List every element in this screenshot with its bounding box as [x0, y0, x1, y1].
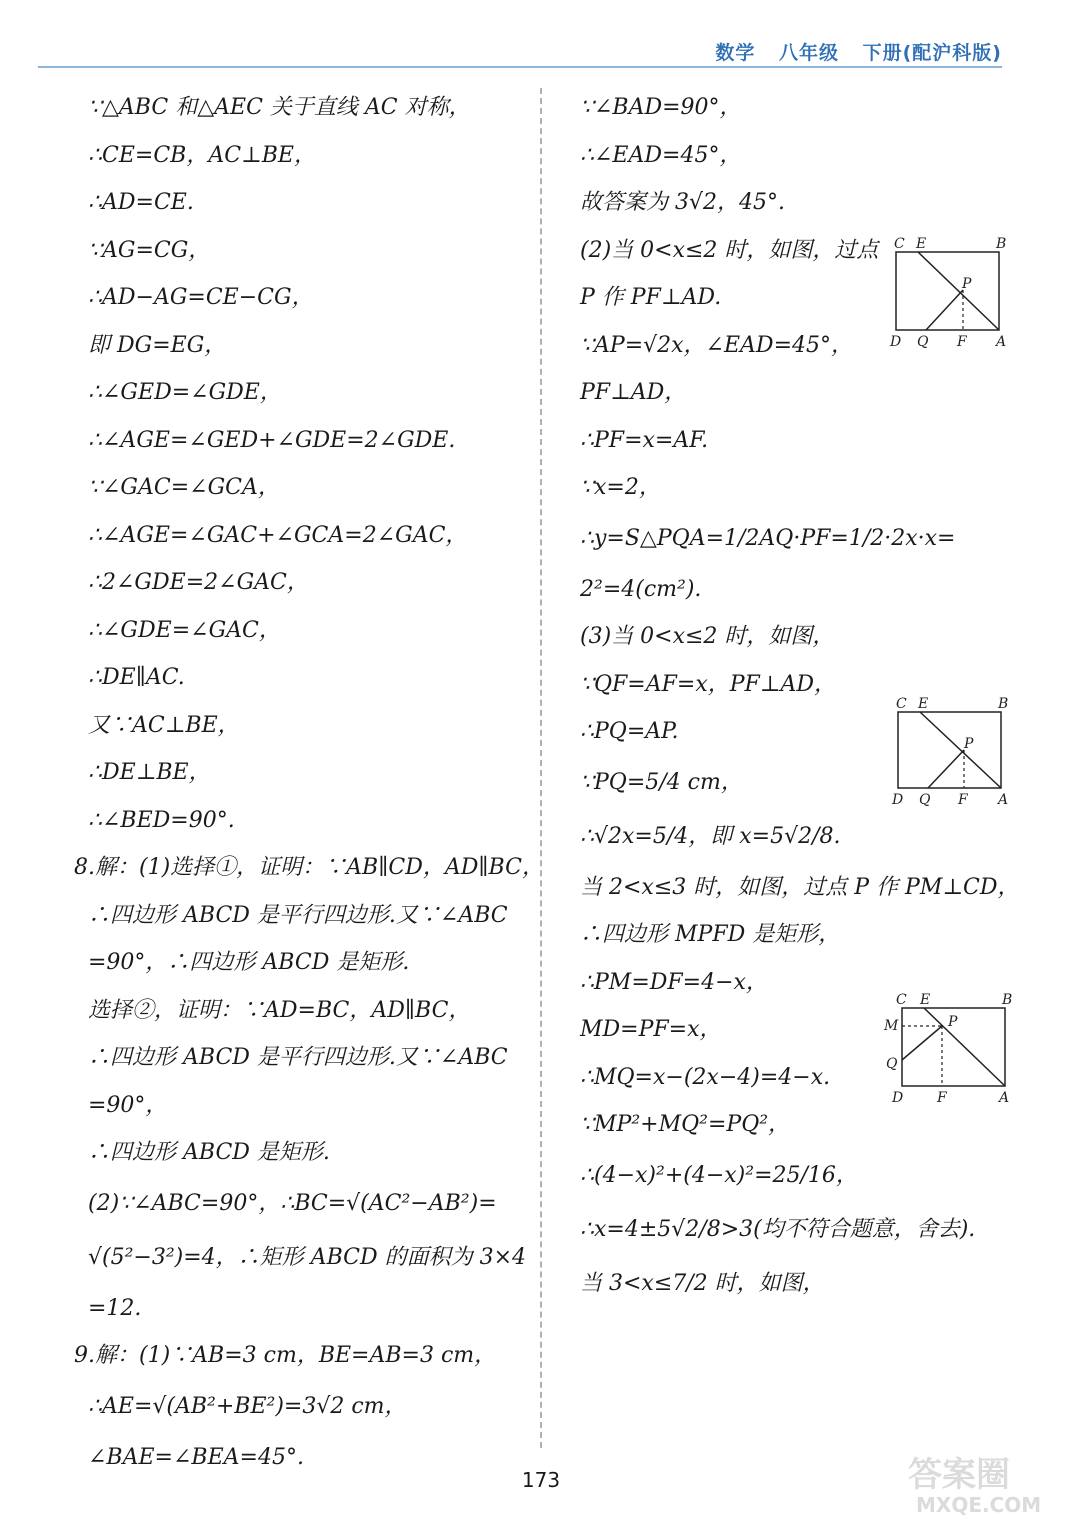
figure-1-label-A: A — [996, 334, 1007, 350]
text-line: ∴DE⊥BE， — [88, 760, 211, 785]
text-line: ∴∠AGE=∠GAC+∠GCA=2∠GAC， — [88, 522, 468, 548]
text-line: 即 DG=EG， — [88, 332, 227, 358]
text-line: 当 3<x≤7/2 时，如图， — [580, 1270, 825, 1296]
figure-2-label-B: B — [998, 696, 1009, 712]
text-line: ∴四边形 ABCD 是矩形. — [88, 1140, 330, 1165]
figure-1-label-E: E — [916, 236, 927, 252]
text-line: ∴PM=DF=4−x， — [580, 969, 768, 995]
figure-3-label-E: E — [920, 992, 931, 1008]
figure-3-label-P: P — [948, 1014, 958, 1030]
figure-2-label-Q: Q — [919, 792, 931, 808]
figure-1-label-D: D — [890, 334, 902, 350]
header-subject: 数学 — [715, 42, 756, 64]
page-number: 173 — [521, 1468, 561, 1492]
figure-2-label-E: E — [918, 696, 929, 712]
text-line: ∴AD=CE. — [88, 190, 194, 215]
text-line: =90°， — [88, 1092, 168, 1118]
header-grade: 八年级 — [778, 42, 839, 64]
text-line: ∵AG=CG， — [88, 237, 211, 263]
text-line: ∵△ABC 和△AEC 关于直线 AC 对称， — [88, 95, 471, 120]
text-line: ∵∠BAD=90°， — [580, 95, 742, 120]
text-line: ∴∠GED=∠GDE， — [88, 380, 282, 405]
figure-2-label-P: P — [964, 736, 974, 752]
text-line: MD=PF=x， — [580, 1017, 722, 1042]
figure-3-label-M: M — [884, 1018, 899, 1034]
text-line: ∴y=S△PQA=1/2AQ·PF=1/2·2x·x= — [580, 525, 956, 551]
text-line: P 作 PF⊥AD. — [580, 285, 722, 310]
text-line: ∴四边形 ABCD 是平行四边形.又∵∠ABC — [88, 902, 508, 928]
text-line: ∴四边形 ABCD 是平行四边形.又∵∠ABC — [88, 1045, 508, 1070]
figure-2 — [888, 694, 1014, 814]
text-line: 当 2<x≤3 时，如图，过点 P 作 PM⊥CD， — [580, 874, 1020, 900]
text-line: ∴√2x=5/4，即 x=5√2/8. — [580, 823, 841, 849]
text-line: ∠BAE=∠BEA=45°. — [88, 1444, 304, 1470]
text-line: ∴∠AGE=∠GED+∠GDE=2∠GDE. — [88, 427, 456, 453]
figure-2-label-A: A — [998, 792, 1009, 808]
text-line: ∴∠BED=90°. — [88, 807, 235, 833]
text-line: 故答案为 3√2，45°. — [580, 190, 785, 215]
text-line: ∵∠GAC=∠GCA， — [88, 475, 280, 500]
text-line: ∴PQ=AP. — [580, 719, 679, 744]
watermark-top: 答案圈 — [908, 1455, 1010, 1495]
text-line: ∴(4−x)²+(4−x)²=25/16， — [580, 1162, 858, 1188]
watermark-bottom: MXQE.COM — [916, 1493, 1042, 1517]
figure-2-label-F: F — [958, 792, 968, 808]
text-line: ∴MQ=x−(2x−4)=4−x. — [580, 1064, 831, 1090]
problem-8-start: 8.解：(1)选择①，证明：∵AB∥CD，AD∥BC， — [74, 855, 544, 880]
text-line: 2²=4(cm²). — [580, 576, 702, 602]
figure-3-label-C: C — [896, 992, 907, 1008]
header-rule — [38, 66, 1002, 68]
text-line: =12. — [88, 1295, 142, 1321]
figure-1 — [888, 234, 1014, 354]
header-volume: 下册(配沪科版) — [862, 42, 1002, 64]
text-line: √(5²−3²)=4，∴矩形 ABCD 的面积为 3×4 — [88, 1244, 527, 1270]
text-line: ∵MP²+MQ²=PQ²， — [580, 1112, 791, 1137]
column-divider — [540, 88, 542, 1448]
figure-1-label-P: P — [962, 276, 972, 292]
text-line: ∴∠EAD=45°， — [580, 142, 742, 168]
text-line: ∵PQ=5/4 cm， — [580, 769, 743, 795]
figure-1-label-F: F — [957, 334, 967, 350]
figure-1-label-B: B — [996, 236, 1007, 252]
left-column — [74, 84, 544, 1481]
text-line: (3)当 0<x≤2 时，如图， — [580, 624, 835, 649]
text-line: (2)当 0<x≤2 时，如图，过点 — [580, 237, 879, 263]
text-line: ∴x=4±5√2/8>3(均不符合题意，舍去). — [580, 1216, 976, 1242]
text-line: ∴四边形 MPFD 是矩形， — [580, 922, 841, 947]
figure-1-label-C: C — [894, 236, 905, 252]
figure-3-label-F: F — [937, 1090, 947, 1106]
figure-3-label-D: D — [892, 1090, 904, 1106]
text-line: ∴PF=x=AF. — [580, 427, 709, 453]
text-line: ∴2∠GDE=2∠GAC， — [88, 570, 309, 595]
page-header — [699, 38, 1002, 65]
figure-1-label-Q: Q — [917, 334, 929, 350]
text-line: 选择②，证明：∵AD=BC，AD∥BC， — [88, 997, 471, 1023]
problem-9-start: 9.解：(1)∵AB=3 cm，BE=AB=3 cm， — [74, 1343, 497, 1368]
figure-2-label-D: D — [892, 792, 904, 808]
text-line: ∴DE∥AC. — [88, 665, 185, 690]
watermark — [902, 1448, 1062, 1518]
text-line: ∴AD−AG=CE−CG， — [88, 285, 314, 310]
text-line: 又∵AC⊥BE， — [88, 712, 240, 738]
figure-3-label-A: A — [999, 1090, 1010, 1106]
figure-3-label-B: B — [1002, 992, 1013, 1008]
text-line: (2)∵∠ABC=90°，∴BC=√(AC²−AB²)= — [88, 1190, 497, 1216]
text-line: ∵AP=√2x，∠EAD=45°， — [580, 332, 853, 358]
text-line: ∴∠GDE=∠GAC， — [88, 617, 281, 643]
figure-3 — [882, 990, 1014, 1110]
text-line: =90°，∴四边形 ABCD 是矩形. — [88, 950, 410, 975]
figure-2-label-C: C — [896, 696, 907, 712]
text-line: ∵x=2， — [580, 475, 661, 500]
text-line: PF⊥AD， — [580, 380, 687, 405]
text-line: ∴CE=CB，AC⊥BE， — [88, 142, 316, 168]
text-line: ∴AE=√(AB²+BE²)=3√2 cm， — [88, 1393, 407, 1419]
text-line: ∵QF=AF=x，PF⊥AD， — [580, 671, 837, 697]
figure-3-label-Q: Q — [886, 1056, 898, 1072]
